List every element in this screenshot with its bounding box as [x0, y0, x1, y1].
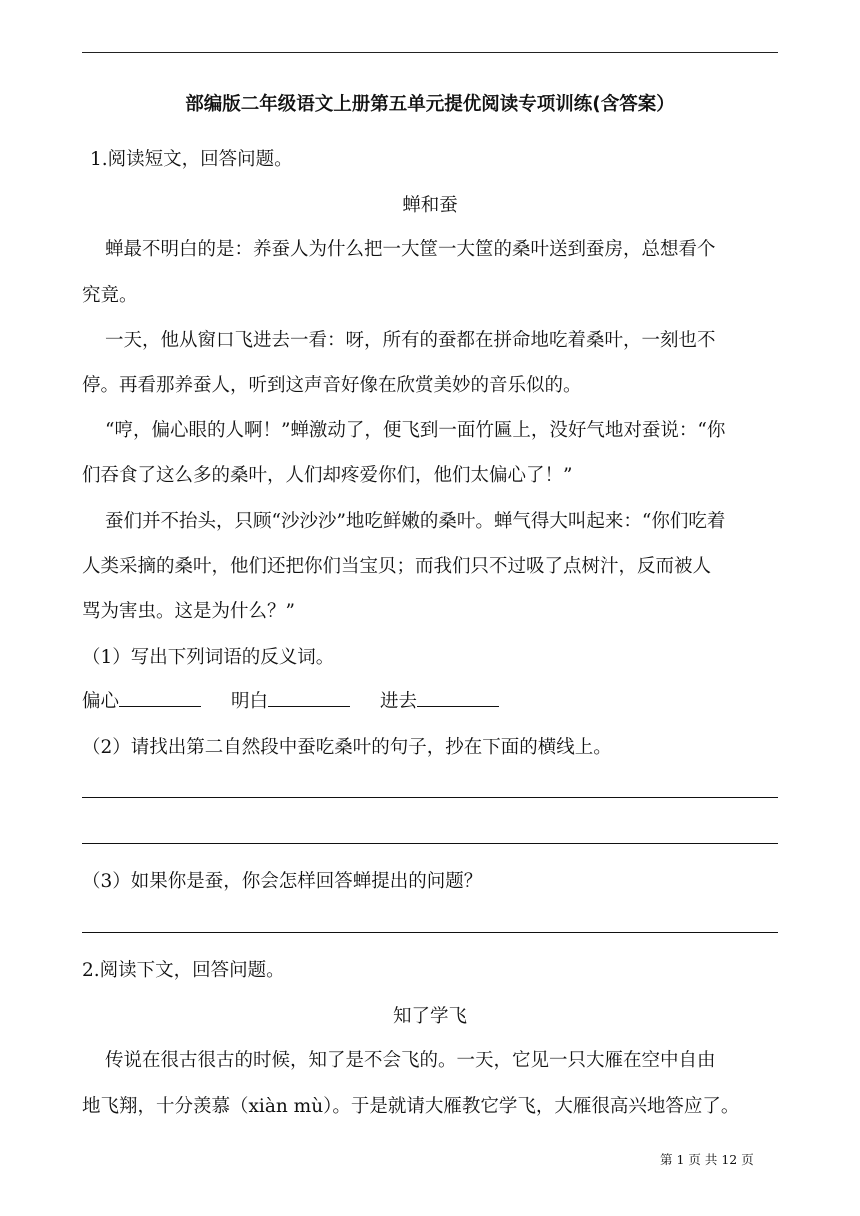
q1-prompt: 1.阅读短文，回答问题。	[90, 149, 293, 170]
q2-line-2: 地飞翔，十分羡慕（xiàn mù）。于是就请大雁教它学飞，大雁很高兴地答应了。	[82, 1096, 740, 1117]
answer-line-1[interactable]	[82, 797, 778, 798]
q2-passage-title: 知了学飞	[392, 1006, 467, 1027]
antonym-word-2: 明白	[231, 691, 269, 712]
q2-line-1: 传说在很古很古的时候，知了是不会飞的。一天，它见一只大雁在空中自由	[105, 1050, 716, 1071]
q1-line-3: 一天，他从窗口飞进去一看：呀，所有的蚕都在拼命地吃着桑叶，一刻也不	[105, 330, 716, 351]
q1-sub2: （2）请找出第二自然段中蚕吃桑叶的句子，抄在下面的横线上。	[82, 737, 612, 758]
q2-prompt: 2.阅读下文，回答问题。	[82, 960, 285, 981]
answer-line-3[interactable]	[82, 932, 778, 933]
page-number: 第 1 页 共 12 页	[660, 1152, 754, 1167]
antonym-row	[82, 688, 778, 715]
q1-passage-title: 蝉和蚕	[402, 195, 458, 216]
q1-sub1: （1）写出下列词语的反义词。	[82, 647, 335, 668]
q1-line-7: 蚕们并不抬头，只顾“沙沙沙”地吃鲜嫩的桑叶。蝉气得大叫起来：“你们吃着	[105, 511, 726, 532]
q1-sub3: （3）如果你是蚕，你会怎样回答蝉提出的问题？	[82, 871, 483, 892]
q1-line-4: 停。再看那养蚕人，听到这声音好像在欣赏美妙的音乐似的。	[82, 375, 582, 396]
antonym-word-3: 进去	[380, 691, 418, 712]
q1-line-1: 蝉最不明白的是：养蚕人为什么把一大筐一大筐的桑叶送到蚕房，总想看个	[105, 239, 716, 260]
header-rule	[82, 52, 778, 53]
q1-line-6: 们吞食了这么多的桑叶，人们却疼爱你们，他们太偏心了！”	[82, 465, 573, 486]
q1-line-5: “哼，偏心眼的人啊！”蝉激动了，便飞到一面竹匾上，没好气地对蚕说：“你	[105, 420, 726, 441]
antonym-blank-2[interactable]	[268, 688, 350, 707]
antonym-word-1: 偏心	[82, 691, 120, 712]
q1-line-8: 人类采摘的桑叶，他们还把你们当宝贝；而我们只不过吸了点树汁，反而被人	[82, 556, 712, 577]
doc-title: 部编版二年级语文上册第五单元提优阅读专项训练(含答案）	[185, 94, 675, 115]
answer-line-2[interactable]	[82, 843, 778, 844]
antonym-blank-3[interactable]	[417, 688, 499, 707]
q1-line-2: 究竟。	[82, 285, 138, 306]
q1-line-9: 骂为害虫。这是为什么？”	[82, 601, 295, 622]
antonym-blank-1[interactable]	[119, 688, 201, 707]
